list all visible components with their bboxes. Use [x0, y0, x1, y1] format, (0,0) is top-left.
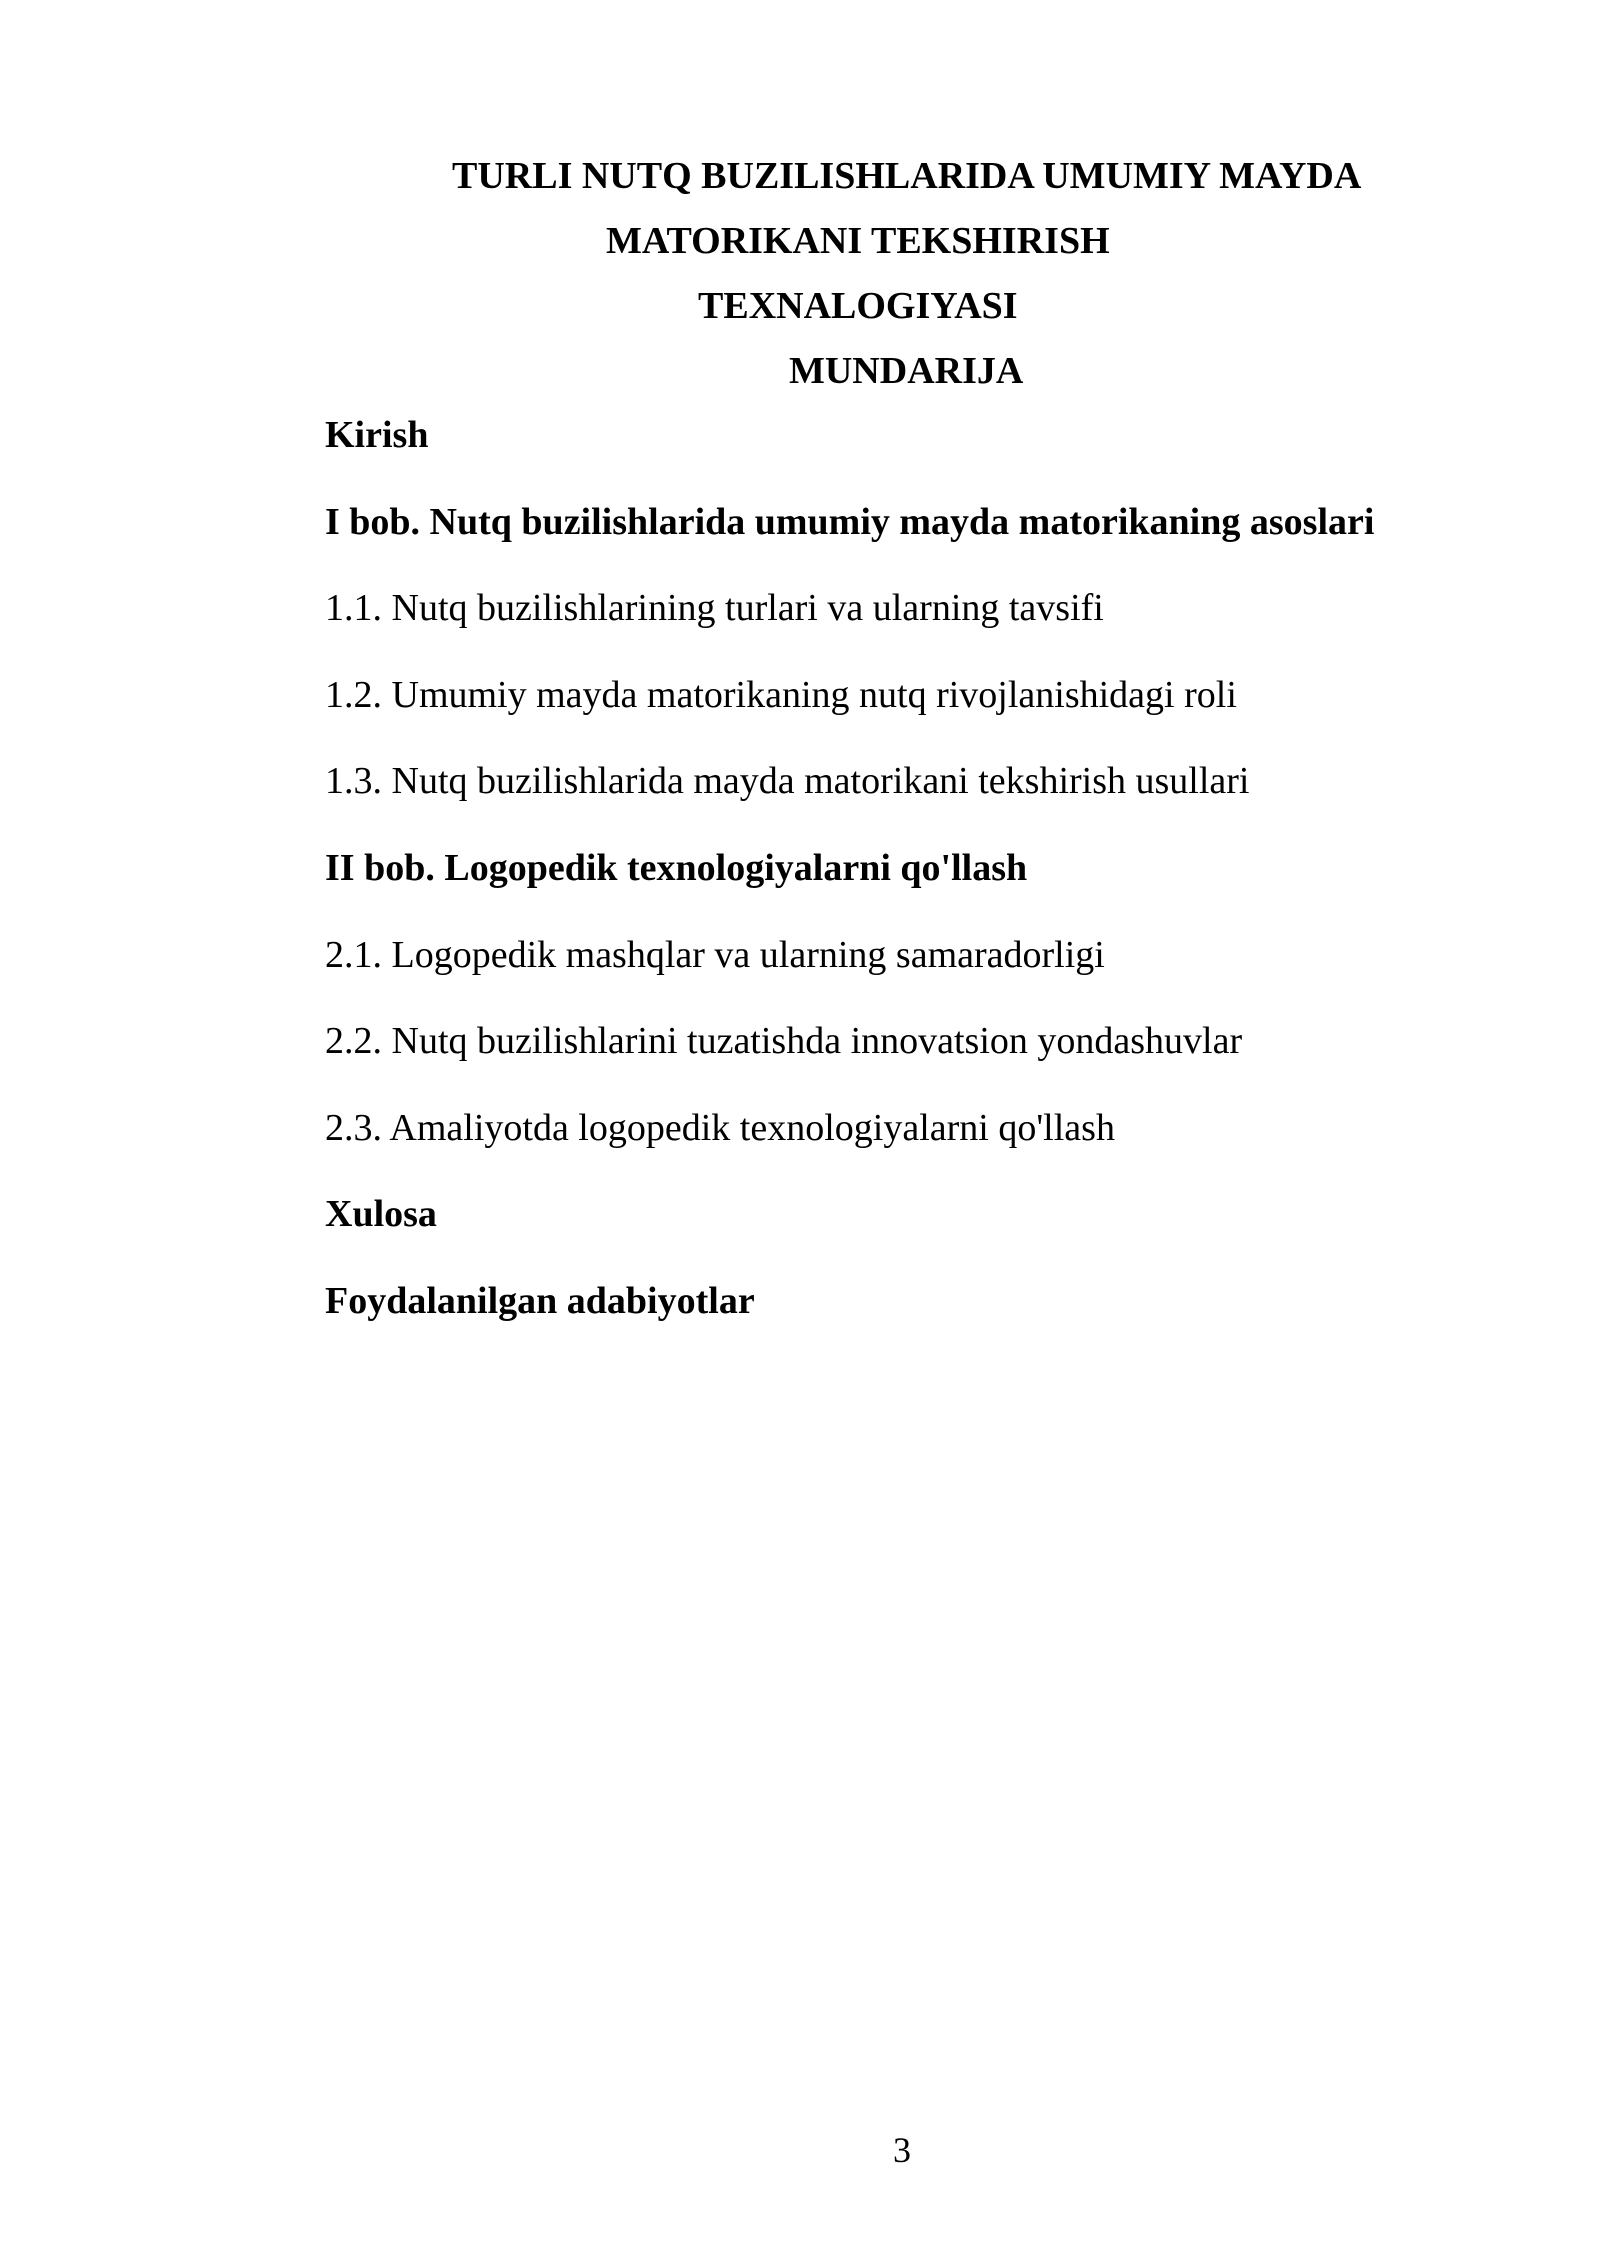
toc-item-chapter-1: I bob. Nutq buzilishlarida umumiy mayda matorikaning asoslari [325, 500, 1375, 543]
title-line-1: TURLI NUTQ BUZILISHLARIDA UMUMIY MAYDA [452, 155, 1362, 197]
toc-item-section-2-2: 2.2. Nutq buzilishlarini tuzatishda innovatsion yondashuvlar [325, 1020, 1243, 1063]
toc-item-section-1-2: 1.2. Umumiy mayda matorikaning nutq rivojlanishidagi roli [325, 673, 1237, 716]
toc-item-conclusion: Xulosa [325, 1193, 437, 1236]
toc-item-section-1-3: 1.3. Nutq buzilishlarida mayda matorikani tekshirish usullari [325, 760, 1250, 803]
toc-item-chapter-2: II bob. Logopedik texnologiyalarni qo'llash [325, 846, 1028, 889]
table-of-contents [325, 415, 1475, 1368]
toc-item-section-2-1: 2.1. Logopedik mashqlar va ularning samaradorligi [325, 933, 1105, 976]
toc-item-references: Foydalanilgan adabiyotlar [325, 1279, 755, 1322]
toc-item-section-2-3: 2.3. Amaliyotda logopedik texnologiyalarni qo'llash [325, 1106, 1115, 1149]
toc-item-section-1-1: 1.1. Nutq buzilishlarining turlari va ularning tavsifi [325, 587, 1104, 630]
page-number: 3 [893, 2130, 911, 2170]
toc-item-introduction: Kirish [325, 414, 429, 456]
title-line-2: MATORIKANI TEKSHIRISH [606, 220, 1110, 262]
contents-heading: MUNDARIJA [789, 350, 1024, 392]
title-line-3: TEXNALOGIYASI [698, 285, 1018, 327]
